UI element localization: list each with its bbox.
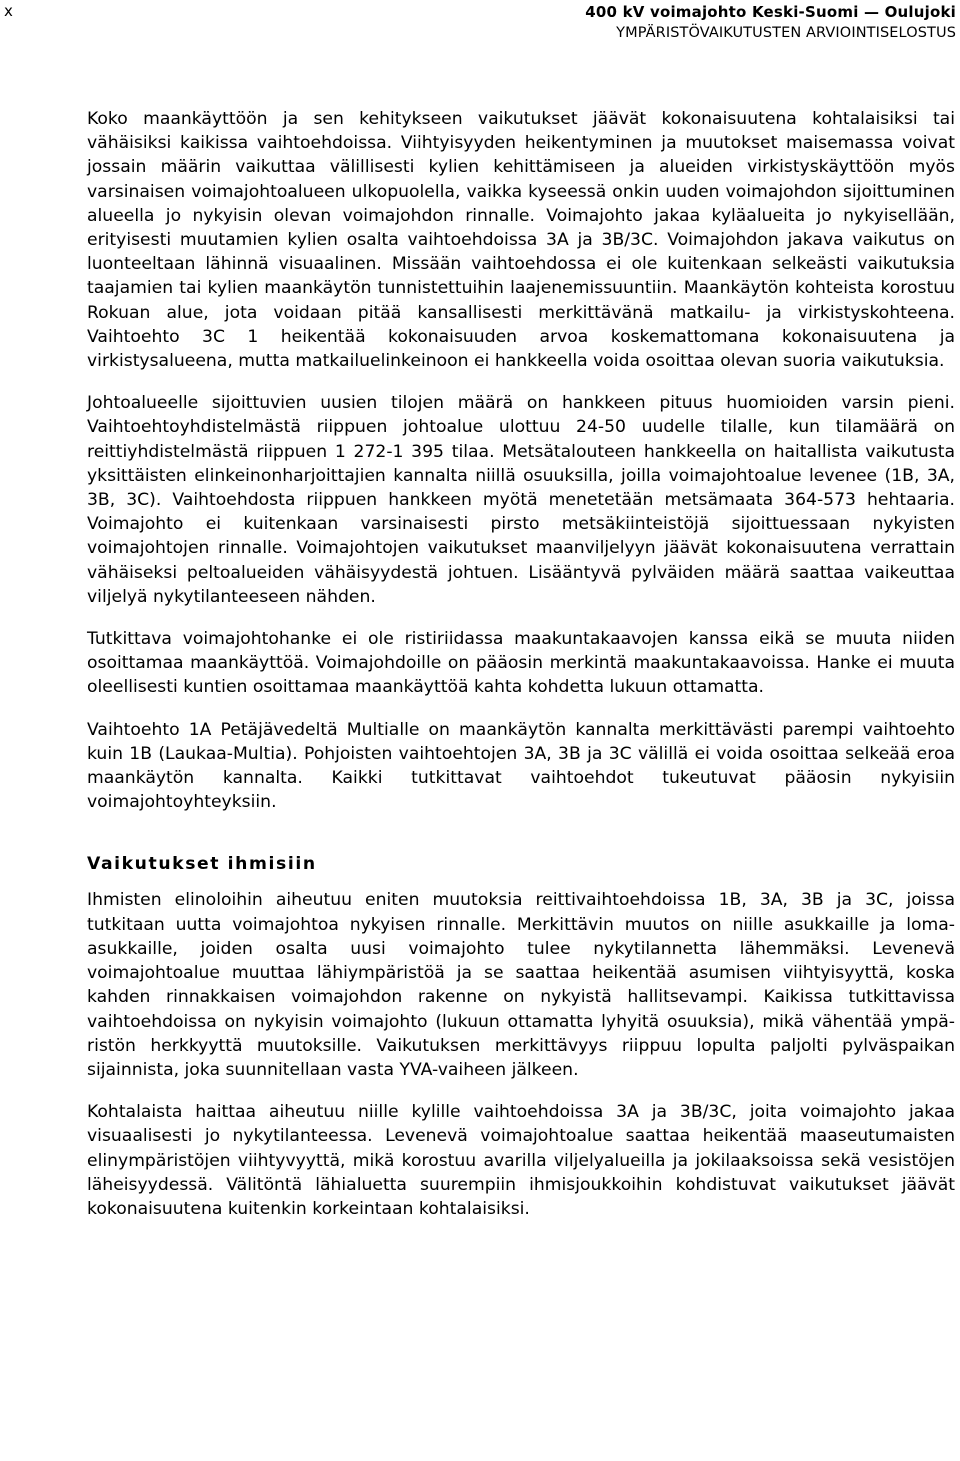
body-paragraph: Tutkittava voimajohtohanke ei ole ristiriidassa maakuntakaavojen kanssa eikä se muuta niiden osoittamaa maankäyttöä. Voimajohdoille on pääosin merkintä maakuntakaavoissa. Hanke ei muuta oleellisesti kuntien osoittamaa maankäyttöä kahta kohdetta lukuun ottamatta. (87, 629, 955, 698)
page-marker: x (4, 2, 13, 20)
body-paragraph: Ihmisten elinoloihin aiheutuu eniten muutoksia reittivaihtoehdoissa 1B, 3A, 3B ja 3C, joissa tutkitaan uutta voimajohtoa nykyisen rinnalle. Merkittävin muutos on niille asukkaille ja loma-asukkaille, joiden osalta uusi voimajohto tulee nykytilannetta lähemmäksi. Levenevä voimajohtoalue muuttaa lähiympäristöä ja se saattaa heikentää asumisen viihtyisyyttä, koska kahden rinnakkaisen voimajohdon rakenne on nykyistä hallitsevampi. Kaikissa tutkittavissa vaihtoehdoissa on nykyisin voimajohto (lukuun ottamatta lyhyitä osuuksia), mikä vähentää ympäristön herkkyyttä muutoksille. Vaikutuksen merkittävyys riippuu lopulta paljolti pylväspaikan sijainnista, joka suunnitellaan vasta YVA-vaiheen jälkeen. (87, 890, 955, 1080)
document-body (87, 107, 955, 1239)
document-title: 400 kV voimajohto Keski-Suomi — Oulujoki (585, 3, 956, 21)
body-paragraph: Vaihtoehto 1A Petäjävedeltä Multialle on maankäytön kannalta merkittävästi parempi vaihtoehto kuin 1B (Laukaa-Multia). Pohjoisten vaihtoehtojen 3A, 3B ja 3C välillä ei voida osoittaa selkeää eroa maankäytön kannalta. Kaikki tutkittavat vaihtoehdot tukeutuvat pääosin nykyisiin voimajohtoyhteyksiin. (87, 719, 955, 813)
document-subtitle: YMPÄRISTÖVAIKUTUSTEN ARVIOINTISELOSTUS (616, 25, 956, 41)
page-header (0, 0, 960, 46)
section-heading: Vaikutukset ihmisiin (87, 854, 317, 875)
body-paragraph: Koko maankäyttöön ja sen kehitykseen vaikutukset jäävät kokonaisuutena kohtalaisiksi tai vähäisiksi kaikissa vaihtoehdoissa. Viihtyisyyden heikentyminen ja muutokset maisemassa voivat jossain määrin vaikuttaa välillisesti kylien kehittämiseen ja alueiden virkistyskäyttöön myös varsinaisen voimajohtoalueen ulkopuolella, vaikka kyseessä onkin uuden voimajohdon sijoittuminen alueella jo nykyisin olevan voimajohdon rinnalle. Voimajohto jakaa kyläalueita jo nykyisellään, erityisesti muutamien kylien osalta vaihtoehdoissa 3A ja 3B/3C. Voimajohdon jakava vaikutus on luonteeltaan lähinnä visuaalinen. Missään vaihtoehdossa ei ole kuitenkaan selkeästi vaikutuksia taajamien tai kylien maankäytön tunnistettuihin laajenemissuuntiin. Maankäytön kohteista korostuu Rokuan alue, jota voidaan pitää kansallisesti merkittävänä matkailu- ja virkistyskohteena. Vaihtoehto 3C 1 heikentää kokonaisuuden arvoa koskemattomana kokonaisuutena ja virkistysalueena, mutta matkailuelinkeinoon ei hankkeella voida osoittaa olevan suoria vaikutuksia. (87, 109, 955, 372)
body-paragraph: Kohtalaista haittaa aiheutuu niille kylille vaihtoehdoissa 3A ja 3B/3C, joita voimajohto jakaa visuaalisesti jo nykytilanteessa. Levenevä voimajohtoalue saattaa heikentää maaseutumaisten elinympäristöjen viihtyvyyttä, mikä korostuu avarilla viljelyalueilla ja jokilaaksoissa sekä vesistöjen läheisyydessä. Välitöntä lähialuetta suurempiin ihmisjoukkoihin kohdistuvat vaikutukset jäävät kokonaisuutena kuitenkin korkeintaan kohtalaisiksi. (87, 1102, 955, 1219)
header-text (585, 2, 956, 44)
body-paragraph: Johtoalueelle sijoittuvien uusien tilojen määrä on hankkeen pituus huomioiden varsin pieni. Vaihtoehtoyhdistelmästä riippuen johtoalue ulottuu 24-50 uudelle tilalle, kun tilamäärä on reittiyhdistelmästä riippuen 1 272-1 395 tilaa. Metsätalouteen hankkeella on haitallista vaikutusta yksittäisten elinkeinonharjoittajien kannalta niillä osuuksilla, joilla voimajohtoalue levenee (1B, 3A, 3B, 3C). Vaihtoehdosta riippuen hankkeen myötä menetetään metsämaata 364-573 hehtaaria. Voimajohto ei kuitenkaan varsinaisesti pirsto metsäkiinteistöjä sijoittuessaan nykyisten voimajohtojen rinnalle. Voimajohtojen vaikutukset maanviljelyyn jäävät kokonaisuutena verrattain vähäiseksi peltoalueiden vähäisyydestä johtuen. Lisääntyvä pylväiden määrä saattaa vaikeuttaa viljelyä nykytilanteeseen nähden. (87, 393, 955, 607)
